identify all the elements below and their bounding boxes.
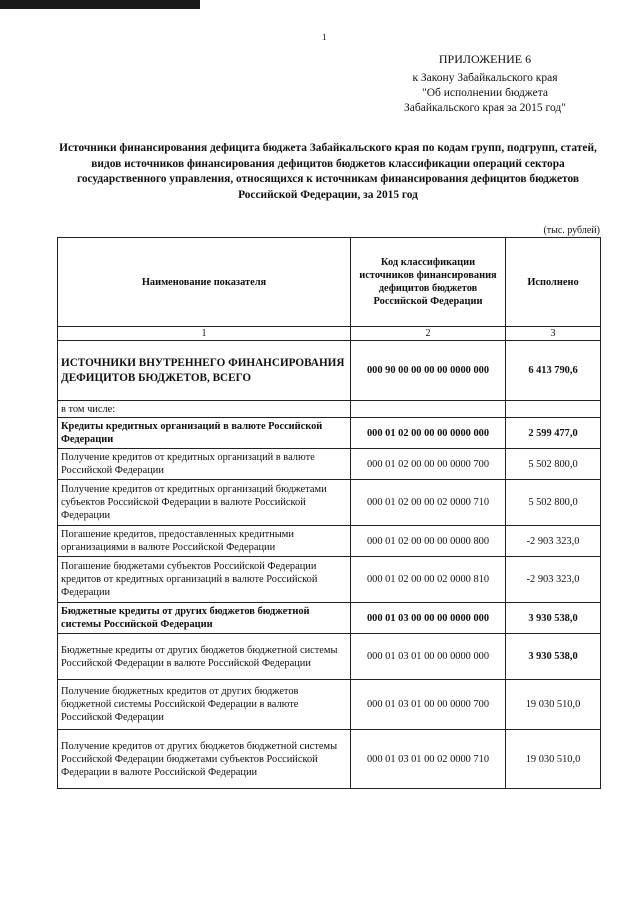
column-number: 3	[506, 327, 601, 341]
table-row	[58, 680, 601, 730]
row-value: 3 930 538,0	[506, 603, 601, 634]
header-code: Код классификации источников финансирования дефицитов бюджетов Российской Федерации	[351, 238, 506, 327]
row-value: 5 502 800,0	[506, 449, 601, 480]
appendix-title: ПРИЛОЖЕНИЕ 6	[438, 52, 532, 66]
row-name: Кредиты кредитных организаций в валюте Российской Федерации	[58, 418, 351, 449]
row-value: 19 030 510,0	[506, 730, 601, 789]
column-number: 2	[351, 327, 506, 341]
document-title: Источники финансирования дефицита бюджета Забайкальского края по кодам групп, подгрупп, статей, видов источников финансирования дефицитов бюджетов классификации операций сектора государственного управления, относящихся к источникам финансирования дефицитов бюджетов Российской Федерации, за 2015 год	[59, 142, 597, 201]
table-row	[58, 526, 601, 557]
row-code: 000 01 02 00 00 02 0000 710	[351, 480, 506, 526]
row-code: 000 01 02 00 00 02 0000 810	[351, 557, 506, 603]
table-row	[58, 449, 601, 480]
row-name: Бюджетные кредиты от других бюджетов бюджетной системы Российской Федерации в валюте Российской Федерации	[58, 634, 351, 680]
row-name: Получение кредитов от других бюджетов бюджетной системы Российской Федерации бюджетами субъектов Российской Федерации в валюте Российской Федерации	[58, 730, 351, 789]
row-value: 19 030 510,0	[506, 680, 601, 730]
row-code: 000 01 02 00 00 00 0000 000	[351, 418, 506, 449]
row-name: Получение бюджетных кредитов от других бюджетов бюджетной системы Российской Федерации в валюте Российской Федерации	[58, 680, 351, 730]
row-code: 000 90 00 00 00 00 0000 000	[351, 341, 506, 401]
row-name: ИСТОЧНИКИ ВНУТРЕННЕГО ФИНАНСИРОВАНИЯ ДЕФИЦИТОВ БЮДЖЕТОВ, ВСЕГО	[58, 341, 351, 401]
financing-sources-table	[57, 237, 601, 789]
page-number: 1	[322, 32, 327, 42]
row-value: 3 930 538,0	[506, 634, 601, 680]
row-name: в том числе:	[58, 401, 351, 418]
row-value: 5 502 800,0	[506, 480, 601, 526]
scan-edge-bar	[0, 0, 200, 9]
table-row	[58, 401, 601, 418]
row-name: Бюджетные кредиты от других бюджетов бюджетной системы Российской Федерации	[58, 603, 351, 634]
row-code: 000 01 03 01 00 02 0000 710	[351, 730, 506, 789]
row-value: -2 903 323,0	[506, 526, 601, 557]
row-name: Получение кредитов от кредитных организаций бюджетами субъектов Российской Федерации в валюте Российской Федерации	[58, 480, 351, 526]
appendix-line-1: к Закону Забайкальского края	[412, 72, 558, 84]
row-code: 000 01 03 01 00 00 0000 000	[351, 634, 506, 680]
table-row	[58, 603, 601, 634]
table-header-row	[58, 238, 601, 327]
row-value: 2 599 477,0	[506, 418, 601, 449]
row-code	[351, 401, 506, 418]
row-value: -2 903 323,0	[506, 557, 601, 603]
row-value	[506, 401, 601, 418]
row-value: 6 413 790,6	[506, 341, 601, 401]
row-name: Погашение бюджетами субъектов Российской Федерации кредитов от кредитных организаций в валюте Российской Федерации	[58, 557, 351, 603]
table-row	[58, 634, 601, 680]
table-row	[58, 341, 601, 401]
column-number: 1	[58, 327, 351, 341]
row-code: 000 01 03 01 00 00 0000 700	[351, 680, 506, 730]
row-name: Получение кредитов от кредитных организаций в валюте Российской Федерации	[58, 449, 351, 480]
table-row	[58, 480, 601, 526]
row-code: 000 01 03 00 00 00 0000 000	[351, 603, 506, 634]
row-code: 000 01 02 00 00 00 0000 800	[351, 526, 506, 557]
header-name: Наименование показателя	[58, 238, 351, 327]
table-row	[58, 730, 601, 789]
column-number-row	[58, 327, 601, 341]
appendix-line-2: "Об исполнении бюджета	[422, 87, 548, 99]
appendix-line-3: Забайкальского края за 2015 год"	[404, 102, 566, 114]
units-label: (тыс. рублей)	[543, 225, 600, 236]
row-code: 000 01 02 00 00 00 0000 700	[351, 449, 506, 480]
appendix-block	[380, 52, 590, 116]
row-name: Погашение кредитов, предоставленных кредитными организациями в валюте Российской Федерации	[58, 526, 351, 557]
table-row	[58, 557, 601, 603]
header-value: Исполнено	[506, 238, 601, 327]
table-row	[58, 418, 601, 449]
